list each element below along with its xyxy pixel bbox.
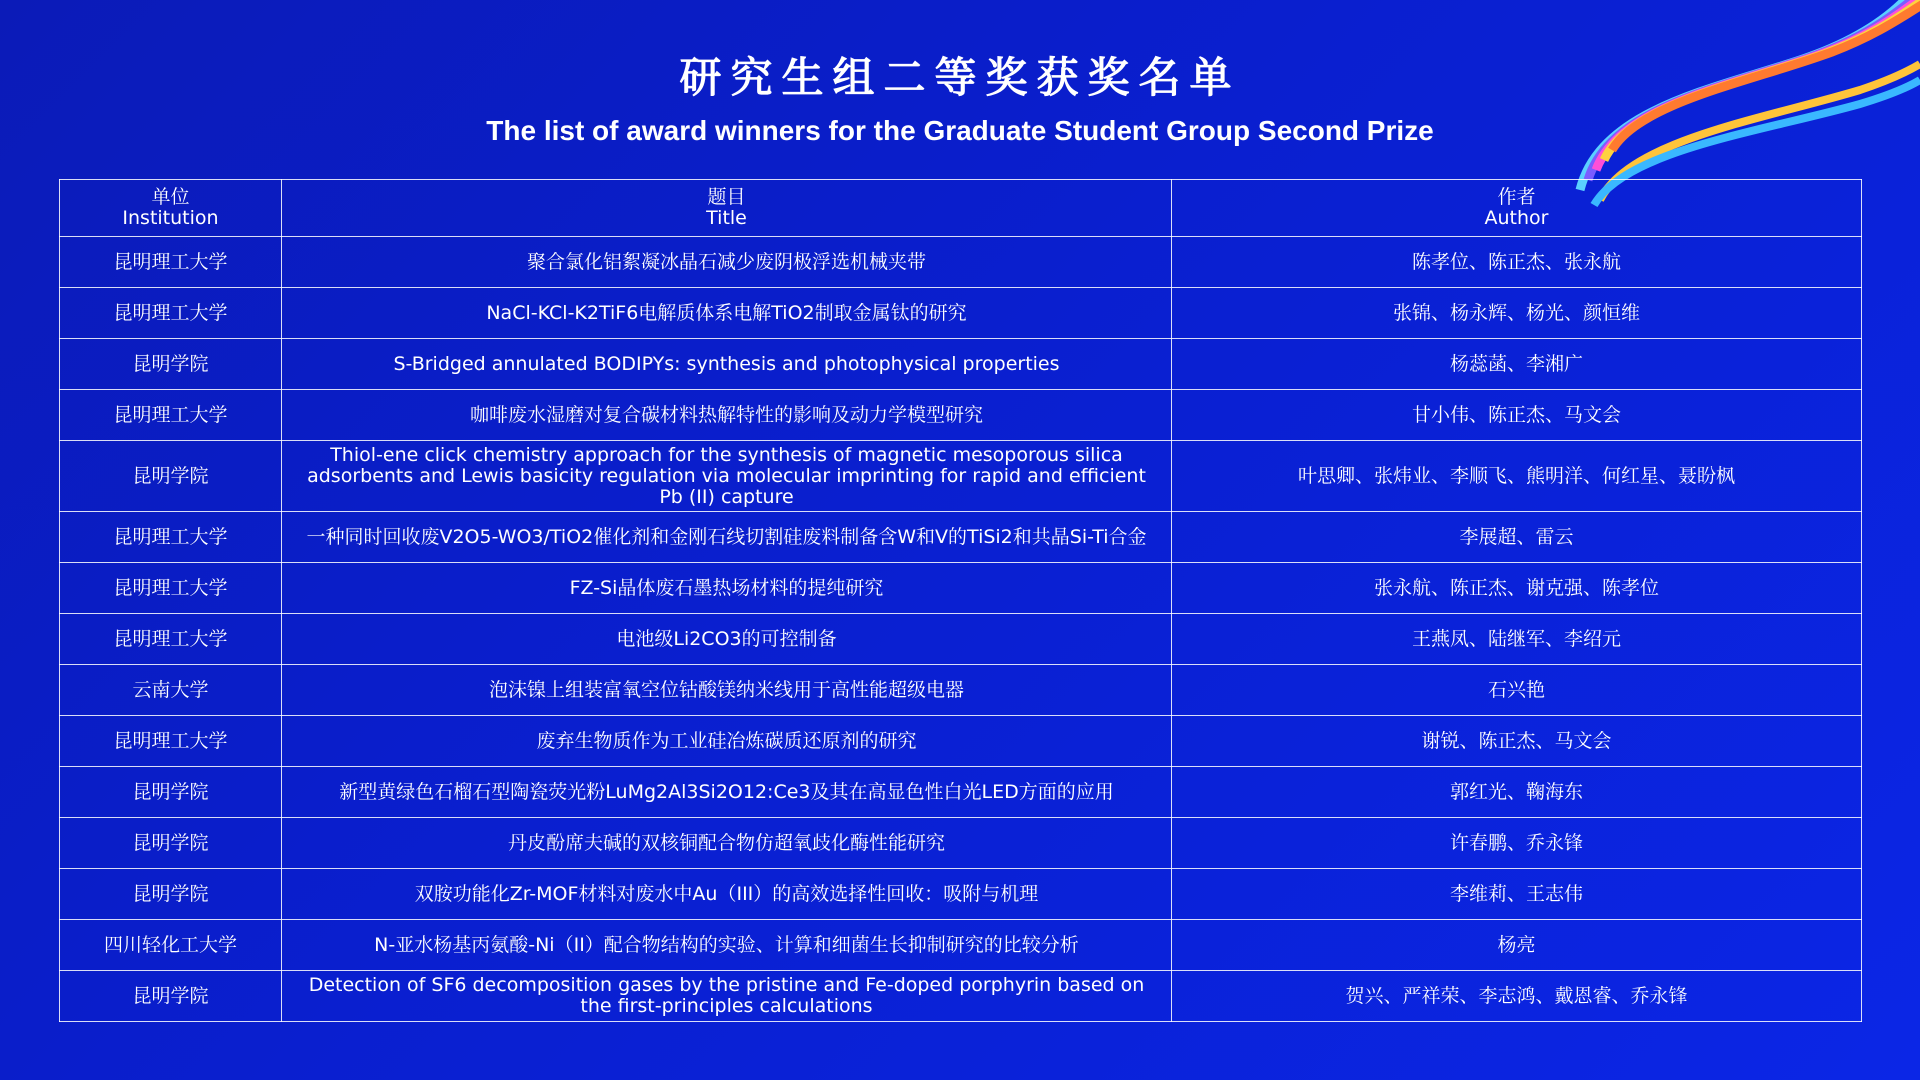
table-row	[60, 665, 1862, 716]
institution-cell: 昆明理工大学	[60, 288, 282, 339]
author-cell: 甘小伟、陈正杰、马文会	[1172, 390, 1862, 441]
institution-cell: 昆明理工大学	[60, 614, 282, 665]
institution-cell: 昆明学院	[60, 971, 282, 1022]
title-cell: 一种同时回收废V2O5-WO3/TiO2催化剂和金刚石线切割硅废料制备含W和V的TiSi2和共晶Si-Ti合金	[282, 512, 1172, 563]
author-cell: 叶思卿、张炜业、李顺飞、熊明洋、何红星、聂盼枫	[1172, 441, 1862, 512]
author-cell: 贺兴、严祥荣、李志鸿、戴恩睿、乔永锋	[1172, 971, 1862, 1022]
title-cell: S-Bridged annulated BODIPYs: synthesis and photophysical properties	[282, 339, 1172, 390]
author-cell: 王燕凤、陆继军、李绍元	[1172, 614, 1862, 665]
table-row	[60, 920, 1862, 971]
title-cell: 新型黄绿色石榴石型陶瓷荧光粉LuMg2Al3Si2O12:Ce3及其在高显色性白光LED方面的应用	[282, 767, 1172, 818]
institution-cell: 昆明学院	[60, 818, 282, 869]
institution-cell: 云南大学	[60, 665, 282, 716]
author-cell: 谢锐、陈正杰、马文会	[1172, 716, 1862, 767]
title-cell: Thiol-ene click chemistry approach for the synthesis of magnetic mesoporous silica adsorbents and Lewis basicity regulation via molecular imprinting for rapid and efficient Pb (II) capture	[282, 441, 1172, 512]
table-row	[60, 716, 1862, 767]
column-header-en: Author	[1484, 207, 1549, 229]
column-header-author	[1172, 180, 1862, 237]
table-row	[60, 441, 1862, 512]
title-cell: NaCl-KCl-K2TiF6电解质体系电解TiO2制取金属钛的研究	[282, 288, 1172, 339]
institution-cell: 昆明理工大学	[60, 390, 282, 441]
title-cell: FZ-Si晶体废石墨热场材料的提纯研究	[282, 563, 1172, 614]
table-row	[60, 818, 1862, 869]
column-header-en: Institution	[122, 207, 219, 229]
column-header-en: Title	[706, 207, 747, 229]
institution-cell: 昆明学院	[60, 767, 282, 818]
page-title-chinese: 研究生组二等奖获奖名单	[679, 53, 1241, 102]
title-cell: N-亚水杨基丙氨酸-Ni（II）配合物结构的实验、计算和细菌生长抑制研究的比较分析	[282, 920, 1172, 971]
author-cell: 陈孝位、陈正杰、张永航	[1172, 237, 1862, 288]
table-header-row	[60, 180, 1862, 237]
table-row	[60, 869, 1862, 920]
title-cell: Detection of SF6 decomposition gases by the pristine and Fe-doped porphyrin based on the first-principles calculations	[282, 971, 1172, 1022]
institution-cell: 昆明理工大学	[60, 563, 282, 614]
table-row	[60, 563, 1862, 614]
table-row	[60, 767, 1862, 818]
author-cell: 张锦、杨永辉、杨光、颜恒维	[1172, 288, 1862, 339]
author-cell: 李维莉、王志伟	[1172, 869, 1862, 920]
title-cell: 丹皮酚席夫碱的双核铜配合物仿超氧歧化酶性能研究	[282, 818, 1172, 869]
table-row	[60, 614, 1862, 665]
institution-cell: 昆明学院	[60, 869, 282, 920]
column-header-cn: 作者	[1497, 186, 1536, 208]
table-row	[60, 237, 1862, 288]
institution-cell: 昆明学院	[60, 441, 282, 512]
author-cell: 杨亮	[1172, 920, 1862, 971]
institution-cell: 四川轻化工大学	[60, 920, 282, 971]
author-cell: 石兴艳	[1172, 665, 1862, 716]
title-cell: 咖啡废水湿磨对复合碳材料热解特性的影响及动力学模型研究	[282, 390, 1172, 441]
institution-cell: 昆明理工大学	[60, 512, 282, 563]
page-title-english: The list of award winners for the Graduate Student Group Second Prize	[486, 115, 1434, 146]
institution-cell: 昆明理工大学	[60, 716, 282, 767]
title-cell: 废弃生物质作为工业硅冶炼碳质还原剂的研究	[282, 716, 1172, 767]
title-cell: 泡沫镍上组装富氧空位钴酸镁纳米线用于高性能超级电器	[282, 665, 1172, 716]
author-cell: 李展超、雷云	[1172, 512, 1862, 563]
column-header-title	[282, 180, 1172, 237]
author-cell: 杨蕊菡、李湘广	[1172, 339, 1862, 390]
table-row	[60, 288, 1862, 339]
column-header-cn: 题目	[707, 186, 746, 208]
title-cell: 电池级Li2CO3的可控制备	[282, 614, 1172, 665]
column-header-cn: 单位	[151, 186, 190, 208]
title-cell: 聚合氯化铝絮凝冰晶石减少废阴极浮选机械夹带	[282, 237, 1172, 288]
award-winners-table	[59, 179, 1862, 1022]
author-cell: 张永航、陈正杰、谢克强、陈孝位	[1172, 563, 1862, 614]
column-header-institution	[60, 180, 282, 237]
institution-cell: 昆明学院	[60, 339, 282, 390]
author-cell: 许春鹏、乔永锋	[1172, 818, 1862, 869]
table-row	[60, 390, 1862, 441]
title-cell: 双胺功能化Zr-MOF材料对废水中Au（III）的高效选择性回收：吸附与机理	[282, 869, 1172, 920]
table-row	[60, 512, 1862, 563]
institution-cell: 昆明理工大学	[60, 237, 282, 288]
author-cell: 郭红光、鞠海东	[1172, 767, 1862, 818]
table-row	[60, 971, 1862, 1022]
table-row	[60, 339, 1862, 390]
